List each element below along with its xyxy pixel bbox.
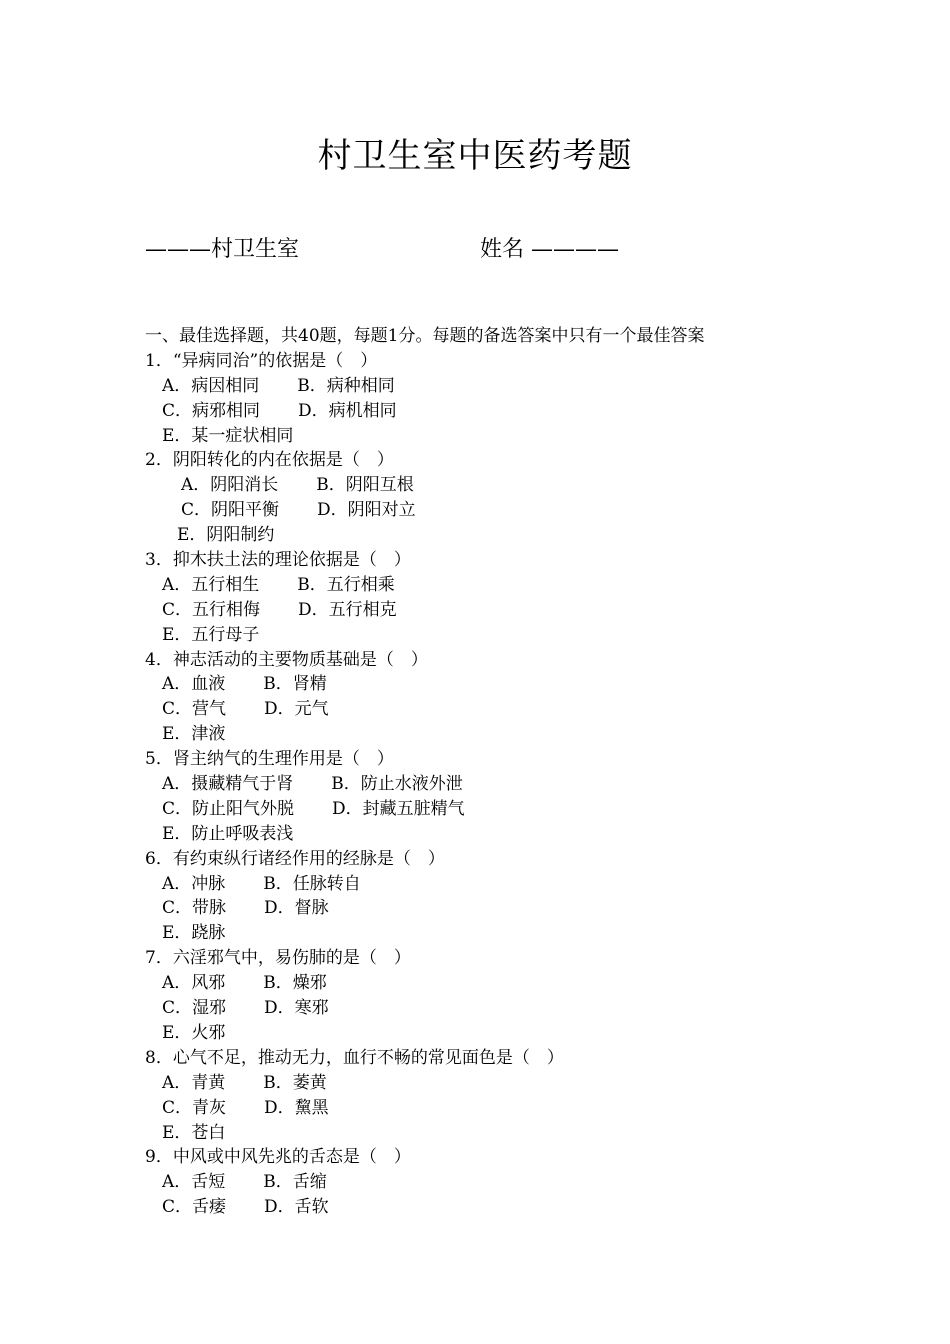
option: D．阴阳对立 [317,500,416,521]
option: E．津液 [162,724,226,745]
option: A．五行相生 [162,574,260,595]
option: A．阴阳消长 [181,475,279,496]
question-stem: 8．心气不足，推动无力，血行不畅的常见面色是（ ） [145,1047,564,1068]
option: D．病机相同 [298,400,397,421]
option-row [145,1096,845,1121]
option: D．督脉 [264,898,329,919]
question-stem: 7．六淫邪气中，易伤肺的是（ ） [145,948,411,969]
option-row [145,498,845,523]
option-row [145,374,845,399]
option: C．青灰 [162,1097,227,1118]
question-stem: 9．中风或中风先兆的舌态是（ ） [145,1147,411,1168]
option: C．舌痿 [162,1197,227,1218]
option: C．病邪相同 [162,400,261,421]
option: D．寒邪 [264,998,329,1019]
option-row [145,697,845,722]
option-row [145,598,845,623]
option: C．带脉 [162,898,227,919]
option-row [145,399,845,424]
option: A．血液 [162,674,226,695]
name-field: 姓名 ———— [480,237,619,262]
option: C．防止阳气外脱 [162,798,295,819]
option: E．阴阳制约 [177,525,275,546]
option: B．任脉转自 [263,873,361,894]
option: C．五行相侮 [162,599,261,620]
clinic-field: ———村卫生室 [145,237,300,262]
option-row [145,971,845,996]
option: D．封藏五脏精气 [332,798,465,819]
option-row [145,772,845,797]
option: B．萎黄 [263,1072,327,1093]
option-row [145,672,845,697]
option: D．元气 [264,699,329,720]
option-row [145,797,845,822]
option: B．防止水液外泄 [331,774,463,795]
option: D．舌软 [264,1197,329,1218]
option-row [145,1195,845,1220]
option: E．火邪 [162,1022,226,1043]
option: E．五行母子 [162,624,260,645]
option-row [145,1071,845,1096]
option: E．防止呼吸表浅 [162,823,294,844]
option-row [145,1170,845,1195]
option: B．肾精 [263,674,327,695]
option: C．营气 [162,699,227,720]
option: A．风邪 [162,973,226,994]
question-list [145,324,845,1220]
option: E．苍白 [162,1122,226,1143]
option: A．摄藏精气于肾 [162,774,294,795]
question-stem: 6．有约束纵行诸经作用的经脉是（ ） [145,848,445,869]
option: A．青黄 [162,1072,226,1093]
question-stem: 3．抑木扶土法的理论依据是（ ） [145,550,411,571]
option: B．病种相同 [297,375,395,396]
option: A．病因相同 [162,375,260,396]
option: C．湿邪 [162,998,227,1019]
option-row [145,573,845,598]
option-row [145,896,845,921]
section-intro: 一、最佳选择题，共40题，每题1分。每题的备选答案中只有一个最佳答案 [145,326,705,346]
option: D．五行相克 [298,599,397,620]
option: C．阴阳平衡 [181,500,280,521]
option: B．燥邪 [263,973,327,994]
option: B．阴阳互根 [316,475,414,496]
page-title: 村卫生室中医药考题 [317,136,633,176]
option: E．跷脉 [162,923,226,944]
option: B．五行相乘 [297,574,395,595]
question-stem: 5．肾主纳气的生理作用是（ ） [145,749,394,770]
question-stem: 4．神志活动的主要物质基础是（ ） [145,649,428,670]
option: A．舌短 [162,1172,226,1193]
option: D．黧黑 [264,1097,329,1118]
question-stem: 2．阴阳转化的内在依据是（ ） [145,450,394,471]
option-row [145,473,845,498]
question-stem: 1．“异病同治”的依据是（ ） [145,350,378,371]
option-row [145,996,845,1021]
option: B．舌缩 [263,1172,327,1193]
option: E．某一症状相同 [162,425,294,446]
option: A．冲脉 [162,873,226,894]
option-row [145,872,845,897]
